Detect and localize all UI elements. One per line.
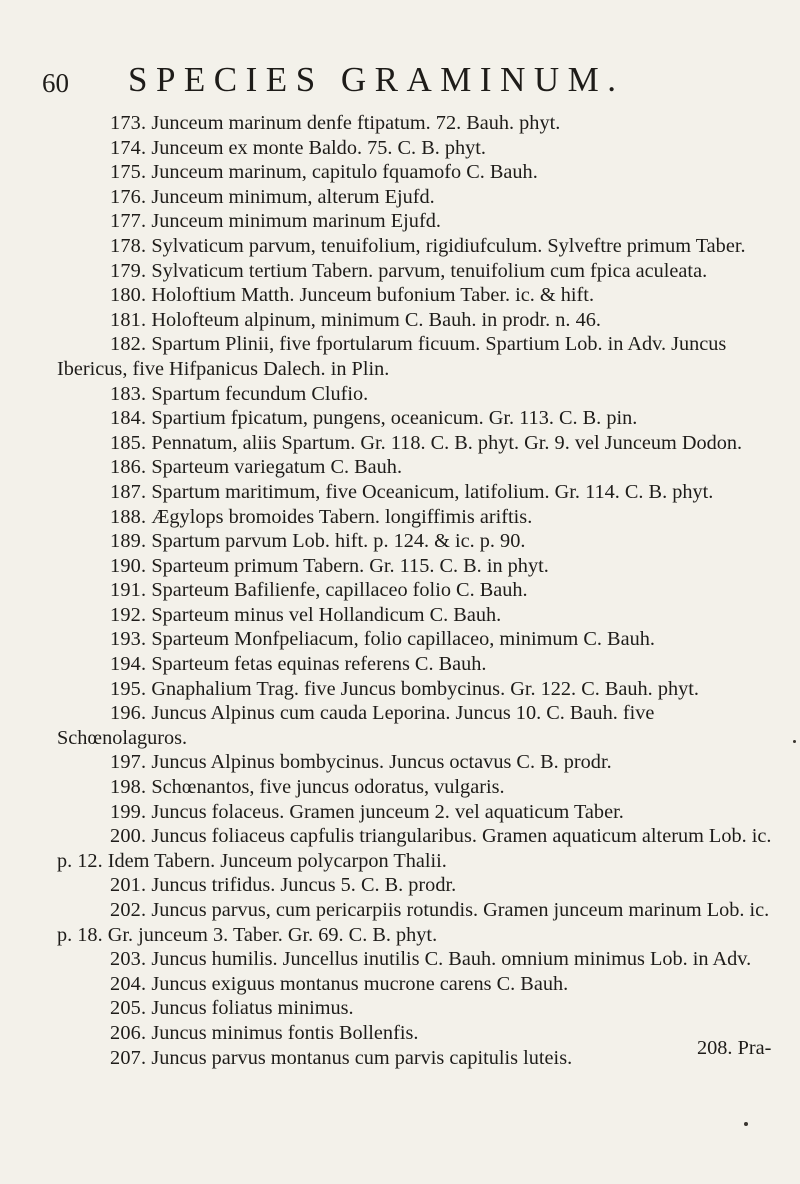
entry-number: 203. (110, 948, 147, 971)
entry-number: 188. (110, 505, 147, 528)
entry-number: 187. (110, 480, 147, 503)
entry-text: Juncus minimus fontis Bollenfis. (151, 1021, 419, 1044)
species-entry (57, 578, 779, 603)
species-entry (57, 652, 779, 677)
entry-text: Juncus folaceus. Gramen junceum 2. vel aquaticum Taber. (151, 800, 624, 823)
species-list (57, 111, 779, 1070)
entry-text: Spartum parvum Lob. hift. p. 124. & ic. p. 90. (151, 530, 526, 553)
species-entry (57, 996, 779, 1021)
entry-text: Gnaphalium Trag. five Juncus bombycinus. Gr. 122. C. Bauh. phyt. (151, 677, 699, 700)
entry-text: Juncus trifidus. Juncus 5. C. B. prodr. (151, 874, 457, 897)
species-entry (57, 947, 779, 972)
species-entry (57, 1021, 779, 1046)
entry-text: Spartum Plinii, five fportularum ficuum. Spartium Lob. in Adv. Juncus Ibericus, five Hifpanicus Dalech. in Plin. (57, 333, 727, 380)
entry-number: 193. (110, 628, 147, 651)
species-entry (57, 1046, 779, 1071)
entry-text: Juncus exiguus montanus mucrone carens C. Bauh. (151, 972, 569, 995)
entry-text: Junceum marinum denfe ftipatum. 72. Bauh. phyt. (151, 112, 561, 134)
species-entry (57, 480, 779, 505)
species-entry (57, 750, 779, 775)
entry-text: Sparteum variegatum C. Bauh. (151, 456, 403, 479)
species-entry (57, 627, 779, 652)
entry-number: 201. (110, 874, 147, 897)
entry-number: 175. (110, 161, 147, 184)
entry-number: 183. (110, 382, 147, 405)
entry-number: 191. (110, 579, 147, 602)
species-entry (57, 431, 779, 456)
entry-text: Sparteum fetas equinas referens C. Bauh. (151, 653, 487, 676)
entry-text: Juncus humilis. Juncellus inutilis C. Bauh. omnium minimus Lob. in Adv. (151, 948, 752, 971)
entry-text: Ægylops bromoides Tabern. longiffimis ariftis. (151, 505, 533, 528)
entry-number: 198. (110, 776, 147, 799)
species-entry (57, 701, 779, 750)
entry-number: 178. (110, 234, 147, 257)
species-entry (57, 160, 779, 185)
catchword: 208. Pra- (697, 1037, 772, 1059)
entry-text: Sparteum minus vel Hollandicum C. Bauh. (151, 603, 502, 626)
page-header (42, 60, 762, 110)
entry-text: Sylvaticum parvum, tenuifolium, rigidiufculum. Sylveftre primum Taber. (151, 234, 746, 257)
entry-text: Holofteum alpinum, minimum C. Bauh. in prodr. n. 46. (151, 308, 601, 331)
running-title: SPECIES GRAMINUM. (128, 60, 625, 99)
entry-number: 180. (110, 284, 147, 307)
entry-text: Holoftium Matth. Junceum bufonium Taber. ic. & hift. (151, 284, 595, 307)
entry-text: Schœnantos, five juncus odoratus, vulgaris. (151, 776, 505, 799)
entry-number: 196. (110, 702, 147, 725)
entry-number: 189. (110, 530, 147, 553)
entry-number: 184. (110, 407, 147, 430)
species-entry (57, 677, 779, 702)
entry-number: 200. (110, 825, 147, 848)
entry-text: Juncus parvus, cum pericarpiis rotundis. Gramen junceum marinum Lob. ic. p. 18. Gr. junceum 3. Taber. Gr. 69. C. B. phyt. (57, 899, 770, 946)
entry-text: Sylvaticum tertium Tabern. parvum, tenuifolium cum fpica aculeata. (151, 259, 708, 282)
entry-number: 197. (110, 751, 147, 774)
entry-number: 186. (110, 456, 147, 479)
species-entry (57, 455, 779, 480)
entry-text: Junceum minimum, alterum Ejufd. (151, 185, 435, 208)
species-entry (57, 406, 779, 431)
entry-number: 174. (110, 136, 147, 159)
entry-number: 185. (110, 431, 147, 454)
entry-text: Sparteum Monfpeliacum, folio capillaceo, minimum C. Bauh. (151, 628, 655, 651)
species-entry (57, 505, 779, 530)
ink-speck (793, 740, 796, 743)
entry-text: Juncus foliaceus capfulis triangularibus. Gramen aquaticum alterum Lob. ic. p. 12. Idem Tabern. Junceum polycarpon Thalii. (57, 825, 772, 872)
entry-number: 173. (110, 112, 147, 134)
species-entry (57, 775, 779, 800)
species-entry (57, 136, 779, 161)
species-entry (57, 209, 779, 234)
species-entry (57, 529, 779, 554)
entry-number: 176. (110, 185, 147, 208)
entry-text: Sparteum primum Tabern. Gr. 115. C. B. in phyt. (151, 554, 549, 577)
entry-text: Junceum ex monte Baldo. 75. C. B. phyt. (151, 136, 486, 159)
species-entry (57, 873, 779, 898)
entry-text: Juncus foliatus minimus. (151, 997, 354, 1020)
species-entry (57, 111, 779, 136)
entry-number: 206. (110, 1021, 147, 1044)
entry-number: 181. (110, 308, 147, 331)
entry-text: Pennatum, aliis Spartum. Gr. 118. C. B. phyt. Gr. 9. vel Junceum Dodon. (151, 431, 743, 454)
entry-number: 192. (110, 603, 147, 626)
species-entry (57, 259, 779, 284)
entry-number: 182. (110, 333, 147, 356)
species-entry (57, 972, 779, 997)
page-number: 60 (42, 68, 69, 98)
entry-number: 177. (110, 210, 147, 233)
entry-text: Spartum maritimum, five Oceanicum, latifolium. Gr. 114. C. B. phyt. (151, 480, 714, 503)
species-entry (57, 898, 779, 947)
species-entry (57, 234, 779, 259)
entry-text: Sparteum Bafilienfe, capillaceo folio C. Bauh. (151, 579, 528, 602)
species-entry (57, 185, 779, 210)
ink-speck (744, 1122, 748, 1126)
species-entry (57, 554, 779, 579)
species-entry (57, 603, 779, 628)
entry-text: Juncus Alpinus cum cauda Leporina. Juncus 10. C. Bauh. five Schœnolaguros. (57, 702, 655, 749)
entry-number: 204. (110, 972, 147, 995)
species-entry (57, 824, 779, 873)
entry-number: 194. (110, 653, 147, 676)
entry-number: 207. (110, 1046, 147, 1069)
species-entry (57, 308, 779, 333)
entry-number: 179. (110, 259, 147, 282)
entry-text: Juncus parvus montanus cum parvis capitulis luteis. (151, 1046, 573, 1069)
species-entry (57, 382, 779, 407)
entry-text: Junceum minimum marinum Ejufd. (151, 210, 441, 233)
species-entry (57, 800, 779, 825)
entry-number: 202. (110, 899, 147, 921)
entry-text: Juncus Alpinus bombycinus. Juncus octavus C. B. prodr. (151, 751, 612, 774)
species-entry (57, 283, 779, 308)
entry-number: 205. (110, 997, 147, 1020)
entry-number: 195. (110, 677, 147, 700)
entry-number: 190. (110, 554, 147, 577)
entry-text: Spartium fpicatum, pungens, oceanicum. Gr. 113. C. B. pin. (151, 407, 638, 430)
entry-number: 199. (110, 800, 147, 823)
entry-text: Junceum marinum, capitulo fquamofo C. Bauh. (151, 161, 538, 184)
species-entry (57, 332, 779, 381)
entry-text: Spartum fecundum Clufio. (151, 382, 369, 405)
